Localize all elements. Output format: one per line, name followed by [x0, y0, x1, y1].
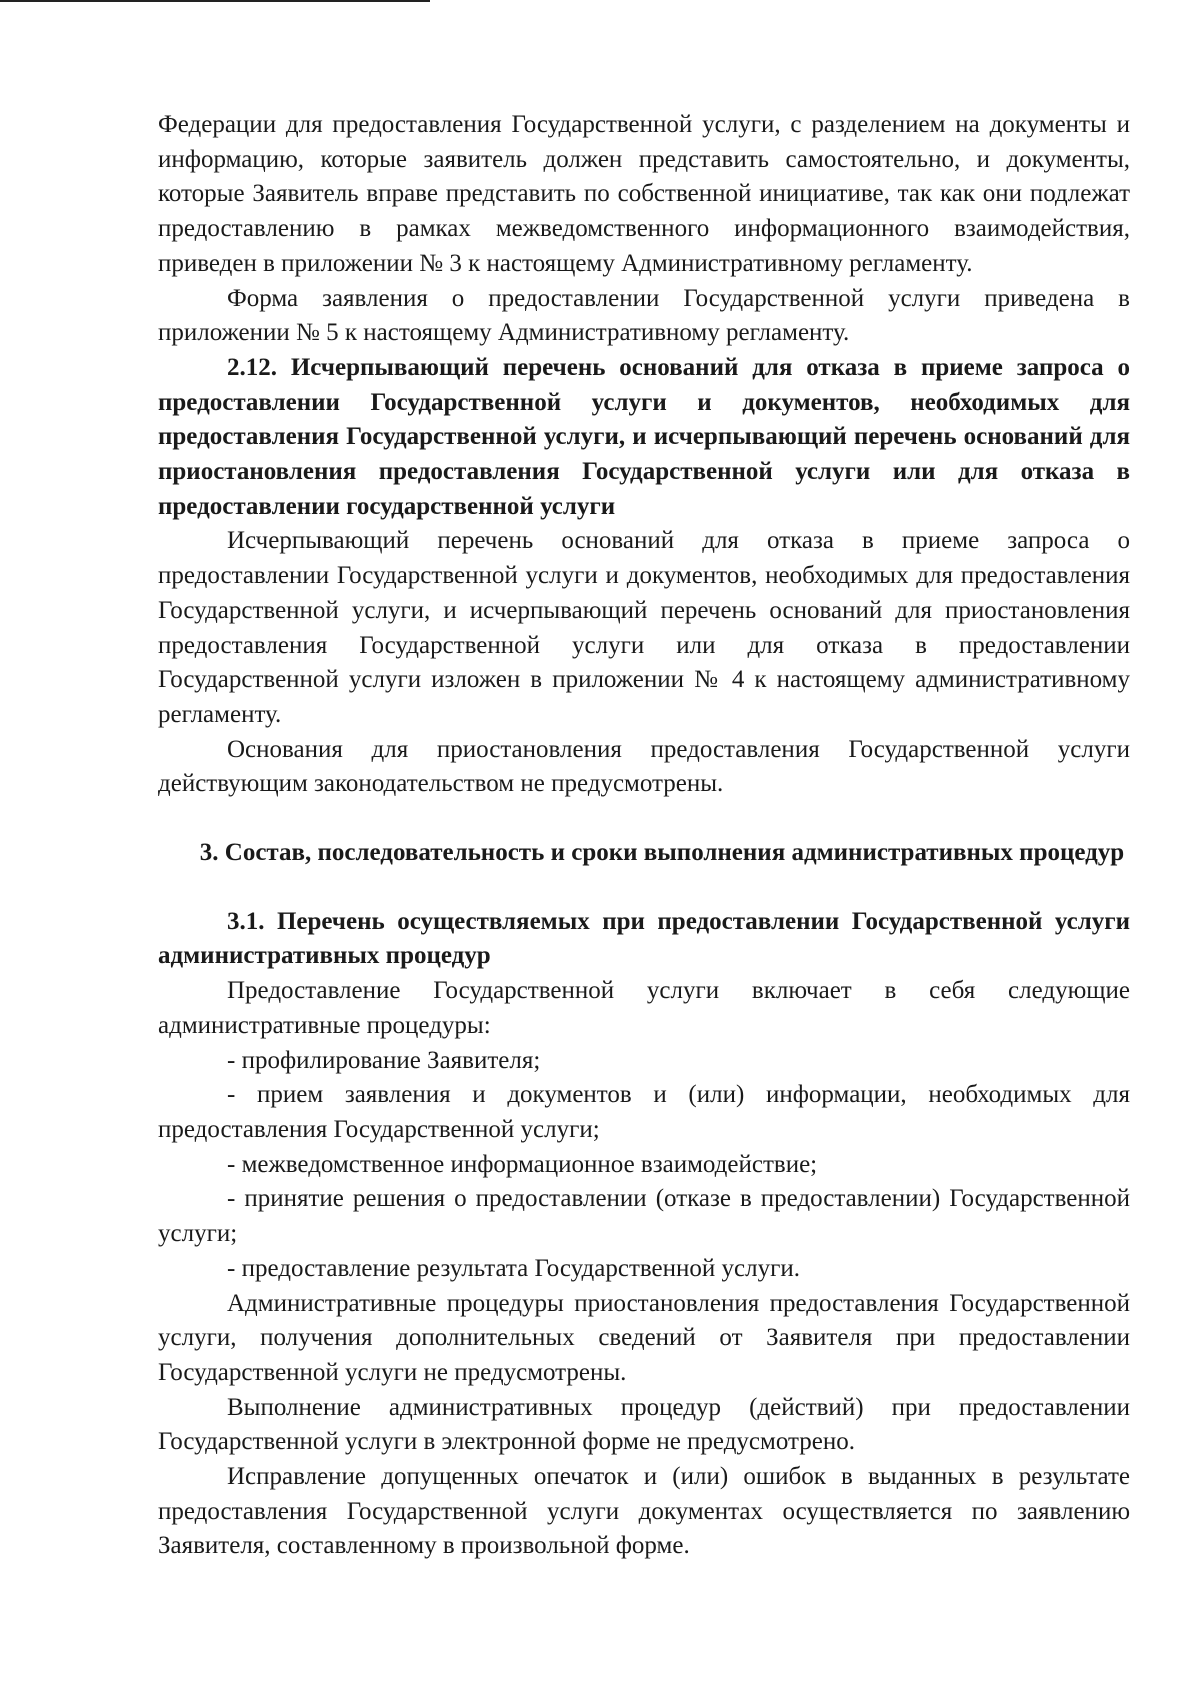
suspension-paragraph: Основания для приостановления предоставления Государственной услуги действующим законодательством не предусмотрены. — [158, 735, 1130, 798]
document-page — [158, 108, 1130, 1564]
no-suspension-procedures-paragraph: Административные процедуры приостановления предоставления Государственной услуги, получения дополнительных сведений от Заявителя при предоставлении Государственной услуги не предусмотрены. — [158, 1289, 1130, 1386]
procedure-item: - профилирование Заявителя; — [227, 1046, 541, 1074]
procedure-item: - принятие решения о предоставлении (отказе в предоставлении) Государственной услуги; — [158, 1185, 1130, 1248]
scan-edge-line — [0, 0, 430, 2]
intro-paragraph: Федерации для предоставления Государственной услуги, с разделением на документы и информацию, которые заявитель должен представить самостоятельно, и документы, которые Заявитель вправе представить по собственной инициативе, так как они подлежат предоставлению в рамках межведомственного информационного взаимодействия, приведен в приложении № 3 к настоящему Административному регламенту. — [158, 111, 1130, 277]
procedure-item: - межведомственное информационное взаимодействие; — [227, 1150, 818, 1178]
section-3-1-heading: 3.1. Перечень осуществляемых при предоставлении Государственной услуги административных процедур — [158, 907, 1130, 970]
section-2-12-text: Исчерпывающий перечень оснований для отказа в приеме запроса о предоставлении Государственной услуги и документов, необходимых для предоставления Государственной услуги, и исчерпывающий перечень оснований для приостановления предоставления Государственной услуги или для отказа в предоставлении Государственной услуги изложен в приложении № 4 к настоящему административному регламенту. — [158, 527, 1130, 728]
section-3-1-intro: Предоставление Государственной услуги включает в себя следующие административные процедуры: — [158, 977, 1130, 1039]
corrections-paragraph: Исправление допущенных опечаток и (или) ошибок в выданных в результате предоставления Государственной услуги документах осуществляется по заявлению Заявителя, составленному в произвольной форме. — [158, 1463, 1130, 1560]
electronic-form-paragraph: Выполнение административных процедур (действий) при предоставлении Государственной услуги в электронной форме не предусмотрено. — [158, 1393, 1130, 1456]
procedure-item: - прием заявления и документов и (или) информации, необходимых для предоставления Государственной услуги; — [158, 1081, 1130, 1143]
section-2-12-heading: 2.12. Исчерпывающий перечень оснований для отказа в приеме запроса о предоставлении Государственной услуги и документов, необходимых для предоставления Государственной услуги, и исчерпывающий перечень оснований для приостановления предоставления Государственной услуги или для отказа в предоставлении государственной услуги — [158, 353, 1130, 520]
form-paragraph: Форма заявления о предоставлении Государственной услуги приведена в приложении № 5 к настоящему Административному регламенту. — [158, 284, 1130, 347]
section-3-heading: 3. Состав, последовательность и сроки выполнения административных процедур — [199, 839, 1125, 867]
procedure-item: - предоставление результата Государственной услуги. — [227, 1254, 800, 1282]
